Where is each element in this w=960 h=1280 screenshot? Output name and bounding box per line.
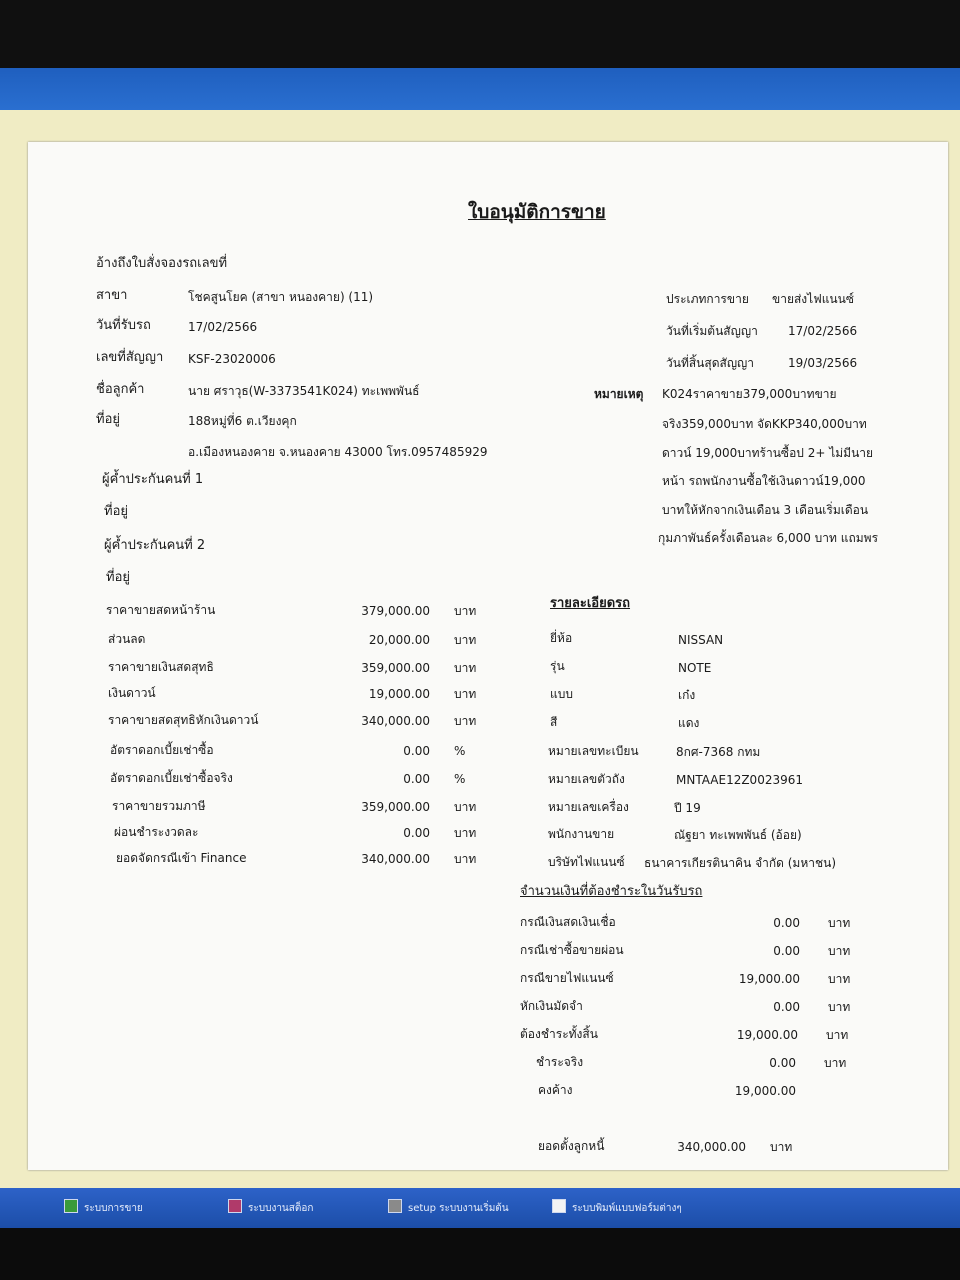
car-row-label: พนักงานขาย <box>548 827 615 841</box>
price-row-value: 379,000.00 <box>361 604 430 618</box>
car-row-label: แบบ <box>550 687 573 701</box>
price-row-label: ส่วนลด <box>108 632 146 646</box>
payment-row-label: หักเงินมัดจำ <box>520 999 583 1013</box>
delivery-date-value: 17/02/2566 <box>188 320 258 334</box>
taskbar-item-label: ระบบพิมพ์แบบฟอร์มต่างๆ <box>572 1203 682 1214</box>
debtor-unit: บาท <box>770 1140 793 1154</box>
guarantor-2-label: ผู้ค้ำประกันคนที่ 2 <box>104 538 206 553</box>
taskbar-item-setup[interactable] <box>388 1198 509 1220</box>
car-row-value: แดง <box>678 716 700 730</box>
price-row-value: 359,000.00 <box>361 800 430 814</box>
remark-line: ดาวน์ 19,000บาทร้านซื้อป 2+ ไม่มีนาย <box>662 446 874 460</box>
contract-start-value: 17/02/2566 <box>788 324 858 338</box>
payment-row-value: 19,000.00 <box>734 1084 796 1098</box>
price-row-value: 20,000.00 <box>368 633 430 647</box>
branch-value: โชคสูนโยค (สาขา หนองคาย) (11) <box>188 290 374 304</box>
car-row-value: MNTAAE12Z0023961 <box>676 773 803 787</box>
price-row-unit: บาท <box>454 604 477 618</box>
contract-end-value: 19/03/2566 <box>788 356 858 370</box>
payment-row-unit: บาท <box>828 916 851 930</box>
payment-row-unit: บาท <box>828 972 851 986</box>
guarantor-1-address-label: ที่อยู่ <box>104 504 128 519</box>
finance-company-label: บริษัทไฟแนนซ์ <box>548 855 625 869</box>
price-row-value: 0.00 <box>403 826 430 840</box>
address-label: ที่อยู่ <box>96 412 120 427</box>
payment-row-label: กรณีเช่าซื้อขายผ่อน <box>520 943 624 957</box>
price-row-unit: บาท <box>454 661 477 675</box>
car-row-label: ยี่ห้อ <box>550 631 573 645</box>
price-row-unit: บาท <box>454 714 477 728</box>
price-row-label: ราคาขายสดหน้าร้าน <box>106 603 216 617</box>
guarantor-1-label: ผู้ค้ำประกันคนที่ 1 <box>102 472 204 487</box>
payment-row-label: คงค้าง <box>538 1083 573 1097</box>
price-row-unit: บาท <box>454 687 477 701</box>
finance-company-value: ธนาคารเกียรตินาคิน จำกัด (มหาชน) <box>644 856 837 870</box>
car-row-value: NISSAN <box>678 633 724 647</box>
price-row-label: เงินดาวน์ <box>108 686 156 700</box>
payment-heading: จำนวนเงินที่ต้องชำระในวันรับรถ <box>520 884 703 899</box>
payment-row-value: 0.00 <box>773 916 800 930</box>
report-page <box>28 142 948 1170</box>
debtor-label: ยอดตั้งลูกหนี้ <box>538 1139 605 1153</box>
car-row-value: ณัฐยา ทะเพพพันธ์ (อ้อย) <box>674 828 802 842</box>
payment-row-unit: บาท <box>828 944 851 958</box>
app-icon <box>64 1199 78 1213</box>
contract-start-label: วันที่เริ่มต้นสัญญา <box>666 324 758 338</box>
payment-row-label: ต้องชำระทั้งสิ้น <box>520 1027 598 1041</box>
contract-end-label: วันที่สิ้นสุดสัญญา <box>666 356 755 370</box>
remark-label: หมายเหตุ <box>594 387 644 401</box>
taskbar-item-label: setup ระบบงานเริ่มต้น <box>408 1203 509 1214</box>
price-row-label: ราคาขายรวมภาษี <box>112 799 206 813</box>
taskbar-item-sales[interactable] <box>64 1198 143 1220</box>
price-row-value: 0.00 <box>403 772 430 786</box>
payment-row-value: 19,000.00 <box>738 972 800 986</box>
price-row-value: 19,000.00 <box>368 687 430 701</box>
document-icon <box>552 1199 566 1213</box>
payment-row-label: กรณีขายไฟแนนซ์ <box>520 971 614 985</box>
remark-line: หน้า รถพนักงานซื้อใช้เงินดาวน์19,000 <box>662 474 866 488</box>
customer-value: นาย ศราวุธ(W-3373541K024) ทะเพพพันธ์ <box>188 384 420 398</box>
price-row-label: ราคาขายเงินสดสุทธิ <box>108 660 214 674</box>
contract-no-label: เลขที่สัญญา <box>96 350 164 365</box>
price-row-label: ผ่อนชำระงวดละ <box>114 825 199 839</box>
delivery-date-label: วันที่รับรถ <box>96 318 151 333</box>
price-row-unit: บาท <box>454 800 477 814</box>
contract-no-value: KSF-23020006 <box>188 352 276 366</box>
sale-type-value: ขายส่งไฟแนนซ์ <box>772 292 854 306</box>
car-row-label: หมายเลขทะเบียน <box>548 744 639 758</box>
car-row-value: NOTE <box>678 661 712 675</box>
car-row-label: รุ่น <box>550 659 565 673</box>
payment-row-unit: บาท <box>828 1000 851 1014</box>
payment-row-unit: บาท <box>826 1028 849 1042</box>
customer-label: ชื่อลูกค้า <box>96 382 145 397</box>
remark-line: กุมภาพันธ์ครั้งเดือนละ 6,000 บาท แถมพร <box>658 531 879 545</box>
car-details-heading: รายละเอียดรถ <box>550 596 631 611</box>
price-row-value: 359,000.00 <box>361 661 430 675</box>
car-row-label: หมายเลขตัวถัง <box>548 772 625 786</box>
address-line-1: 188หมู่ที่6 ต.เวียงคุก <box>188 414 297 428</box>
price-row-unit: บาท <box>454 852 477 866</box>
monitor-bezel-top <box>0 0 960 70</box>
payment-row-value: 19,000.00 <box>736 1028 798 1042</box>
setup-icon <box>388 1199 402 1213</box>
sale-type-label: ประเภทการขาย <box>666 292 749 306</box>
document-title: ใบอนุมัติการขาย <box>468 201 606 223</box>
remark-line: จริง359,000บาท จัดKKP340,000บาท <box>662 417 867 431</box>
car-row-label: หมายเลขเครื่อง <box>548 800 629 814</box>
price-row-value: 340,000.00 <box>361 714 430 728</box>
taskbar-item-label: ระบบงานสต็อก <box>248 1203 314 1214</box>
taskbar-item-print-forms[interactable] <box>552 1198 682 1220</box>
payment-row-label: กรณีเงินสดเงินเชื่อ <box>520 915 616 929</box>
car-row-value: ปี 19 <box>674 801 701 815</box>
car-row-value: 8กศ-7368 กทม <box>676 745 761 759</box>
guarantor-2-address-label: ที่อยู่ <box>106 570 130 585</box>
price-row-unit: บาท <box>454 826 477 840</box>
payment-row-value: 0.00 <box>769 1056 796 1070</box>
price-row-label: ราคาขายสดสุทธิหักเงินดาวน์ <box>108 713 259 727</box>
taskbar-item-stock[interactable] <box>228 1198 313 1220</box>
price-row-unit: % <box>454 744 466 758</box>
price-row-label: อัตราดอกเบี้ยเช่าซื้อจริง <box>110 771 233 785</box>
price-row-label: ยอดจัดกรณีเข้า Finance <box>116 851 247 865</box>
taskbar-item-label: ระบบการขาย <box>84 1203 143 1214</box>
monitor-bezel-bottom <box>0 1228 960 1280</box>
reference-label: อ้างถึงใบสั่งจองรถเลขที่ <box>96 256 228 271</box>
remark-line: บาทให้หักจากเงินเดือน 3 เดือนเริ่มเดือน <box>662 503 869 517</box>
price-row-unit: บาท <box>454 633 477 647</box>
app-icon <box>228 1199 242 1213</box>
window-title-bar <box>0 68 960 110</box>
car-row-value: เก๋ง <box>678 688 696 702</box>
address-line-2: อ.เมืองหนองคาย จ.หนองคาย 43000 โทร.0957485929 <box>188 445 488 459</box>
payment-row-value: 0.00 <box>773 1000 800 1014</box>
price-row-unit: % <box>454 772 466 786</box>
debtor-value: 340,000.00 <box>677 1140 746 1154</box>
branch-label: สาขา <box>96 288 128 303</box>
payment-row-unit: บาท <box>824 1056 847 1070</box>
payment-row-label: ชำระจริง <box>536 1055 584 1069</box>
car-row-label: สี <box>550 715 558 729</box>
price-row-label: อัตราดอกเบี้ยเช่าซื้อ <box>110 743 214 757</box>
remark-line: K024ราคาขาย379,000บาทขาย <box>662 387 837 401</box>
price-row-value: 0.00 <box>403 744 430 758</box>
price-row-value: 340,000.00 <box>361 852 430 866</box>
payment-row-value: 0.00 <box>773 944 800 958</box>
